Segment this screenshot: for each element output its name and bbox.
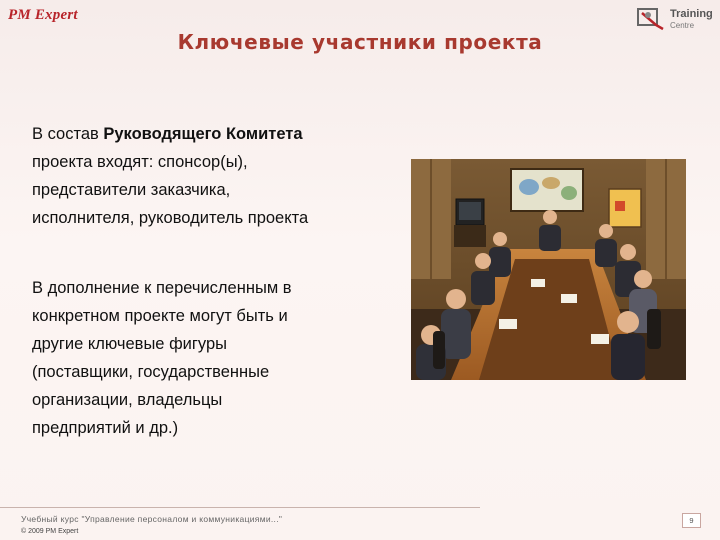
paragraph2-line5: организации, владельцы — [32, 391, 223, 409]
paragraph2-line3: другие ключевые фигуры — [32, 335, 227, 353]
footer-divider — [0, 507, 480, 508]
pm-expert-logo: PM Expert — [8, 7, 78, 23]
slide-title: Ключевые участники проекта — [177, 30, 543, 54]
tc-logo-subtitle: Centre — [670, 21, 695, 30]
meeting-photo-illustration — [411, 159, 686, 380]
paragraph1-line1 — [32, 120, 382, 148]
paragraph1-prefix: В состав — [32, 125, 104, 143]
paragraph1-line2: проекта входят: спонсор(ы), — [32, 153, 248, 171]
footer-copyright: © 2009 PM Expert — [21, 528, 79, 535]
tc-logo-title: Training — [670, 8, 713, 20]
page-number: 9 — [682, 513, 701, 528]
paragraph1-line3: представители заказчика, — [32, 181, 231, 199]
paragraph2-line2: конкретном проекте могут быть и — [32, 307, 288, 325]
meeting-room-photo — [411, 159, 686, 380]
paragraph1-line4: исполнителя, руководитель проекта — [32, 209, 309, 227]
paragraph2-line4: (поставщики, государственные — [32, 363, 270, 381]
training-centre-logo-icon — [636, 7, 666, 31]
paragraph2-line6: предприятий и др.) — [32, 419, 179, 437]
paragraph-other-figures — [32, 274, 382, 442]
footer-course-title: Учебный курс "Управление персоналом и коммуникациями..." — [21, 514, 283, 524]
paragraph1-bold-term: Руководящего Комитета — [103, 125, 303, 143]
paragraph-steering-committee — [32, 120, 382, 232]
paragraph2-line1: В дополнение к перечисленным в — [32, 279, 292, 297]
